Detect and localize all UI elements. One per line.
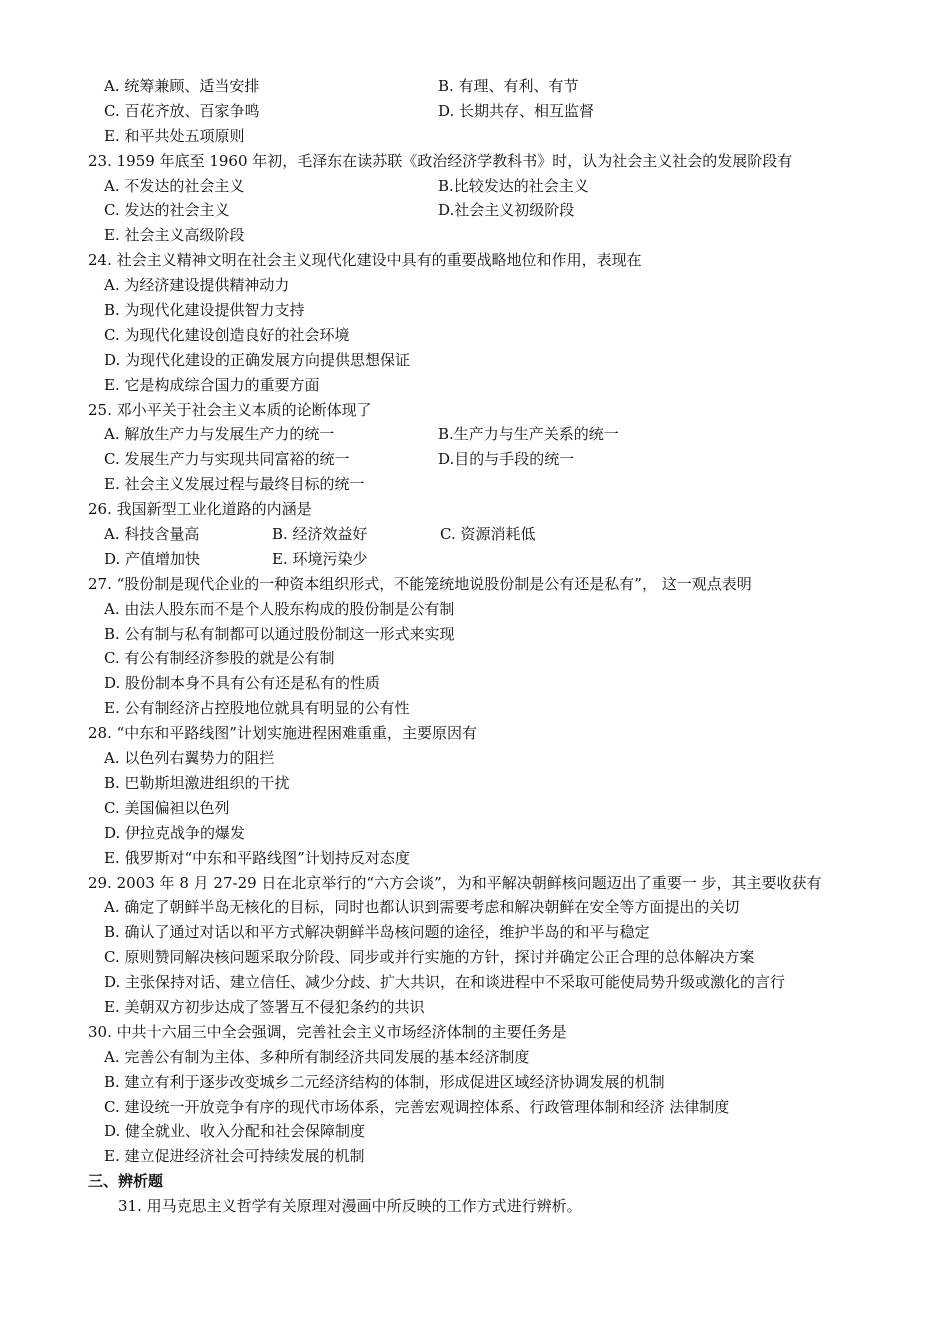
q26-options-row-1 xyxy=(88,522,878,547)
q23-option-a: A. 不发达的社会主义 xyxy=(104,176,245,195)
q23-option-b: B.比较发达的社会主义 xyxy=(438,176,589,195)
q22-option-c: C. 百花齐放、百家争鸣 xyxy=(104,101,260,120)
q27-option-a: A. 由法人股东而不是个人股东构成的股份制是公有制 xyxy=(104,599,455,618)
q24-option-d: D. 为现代化建设的正确发展方向提供思想保证 xyxy=(104,350,411,369)
q23-option-e: E. 社会主义高级阶段 xyxy=(104,226,245,245)
q23-stem: 23. 1959 年底至 1960 年初，毛泽东在读苏联《政治经济学教科书》时，认为社会主义社会的发展阶段有 xyxy=(88,151,793,170)
q27-option-d: D. 股份制本身不具有公有还是私有的性质 xyxy=(104,674,381,693)
q30-option-d: D. 健全就业、收入分配和社会保障制度 xyxy=(104,1122,366,1141)
q26-option-b: B. 经济效益好 xyxy=(272,525,368,544)
q24-option-b: B. 为现代化建设提供智力支持 xyxy=(104,301,305,320)
q22-option-a: A. 统筹兼顾、适当安排 xyxy=(104,77,260,95)
q24-option-a: A. 为经济建设提供精神动力 xyxy=(104,276,290,295)
q24-option-c: C. 为现代化建设创造良好的社会环境 xyxy=(104,325,350,344)
q26-option-e: E. 环境污染少 xyxy=(272,549,368,568)
q25-stem: 25. 邓小平关于社会主义本质的论断体现了 xyxy=(88,400,372,419)
q25-options-row-1 xyxy=(88,422,878,447)
q29-option-b: B. 确认了通过对话以和平方式解决朝鲜半岛核问题的途径，维护半岛的和平与稳定 xyxy=(104,923,650,942)
q30-option-c: C. 建设统一开放竞争有序的现代市场体系，完善宏观调控体系、行政管理体制和经济 法律制度 xyxy=(104,1097,730,1116)
q29-option-e: E. 美朝双方初步达成了签署互不侵犯条约的共识 xyxy=(104,997,425,1016)
q23-options-row-2 xyxy=(88,198,878,223)
q27-option-c: C. 有公有制经济参股的就是公有制 xyxy=(104,649,335,668)
q26-options-row-2 xyxy=(88,547,878,572)
q29-option-c: C. 原则赞同解决核问题采取分阶段、同步或并行实施的方针，探讨并确定公正合理的总体解决方案 xyxy=(104,948,755,967)
q27-option-e: E. 公有制经济占控股地位就具有明显的公有性 xyxy=(104,699,410,718)
q22-option-d: D. 长期共存、相互监督 xyxy=(438,101,595,120)
q25-option-c: C. 发展生产力与实现共同富裕的统一 xyxy=(104,450,350,469)
q22-option-e: E. 和平共处五项原则 xyxy=(104,126,245,145)
q30-stem: 30. 中共十六届三中全会强调，完善社会主义市场经济体制的主要任务是 xyxy=(88,1022,567,1041)
section-heading: 三、辨析题 xyxy=(88,1172,164,1191)
q29-option-a: A. 确定了朝鲜半岛无核化的目标，同时也都认识到需要考虑和解决朝鲜在安全等方面提出的关切 xyxy=(104,898,740,917)
q29-stem: 29. 2003 年 8 月 27-29 日在北京举行的“六方会谈”，为和平解决朝鲜核问题迈出了重要一 步，其主要收获有 xyxy=(88,873,822,892)
q23-option-c: C. 发达的社会主义 xyxy=(104,201,230,220)
q22-option-b: B. 有理、有利、有节 xyxy=(438,77,579,95)
q28-option-a: A. 以色列右翼势力的阻拦 xyxy=(104,749,275,768)
q28-stem: 28. “中东和平路线图”计划实施进程困难重重，主要原因有 xyxy=(88,724,477,743)
q25-options-row-2 xyxy=(88,447,878,472)
q27-stem: 27. “股份制是现代企业的一种资本组织形式，不能笼统地说股份制是公有还是私有”， 这一观点表明 xyxy=(88,574,752,593)
q23-option-d: D.社会主义初级阶段 xyxy=(438,201,575,220)
q25-option-d: D.目的与手段的统一 xyxy=(438,450,575,469)
q25-option-e: E. 社会主义发展过程与最终目标的统一 xyxy=(104,475,365,494)
q24-option-e: E. 它是构成综合国力的重要方面 xyxy=(104,375,320,394)
q28-option-e: E. 俄罗斯对“中东和平路线图”计划持反对态度 xyxy=(104,848,410,867)
q29-option-d: D. 主张保持对话、建立信任、减少分歧、扩大共识，在和谈进程中不采取可能使局势升级或激化的言行 xyxy=(104,973,786,992)
exam-page xyxy=(88,74,878,1219)
q26-stem: 26. 我国新型工业化道路的内涵是 xyxy=(88,500,312,519)
q23-options-row-1 xyxy=(88,174,878,199)
q30-option-a: A. 完善公有制为主体、多种所有制经济共同发展的基本经济制度 xyxy=(104,1047,530,1066)
q31-stem: 31. 用马克思主义哲学有关原理对漫画中所反映的工作方式进行辨析。 xyxy=(118,1197,582,1216)
q28-option-d: D. 伊拉克战争的爆发 xyxy=(104,823,246,842)
q27-option-b: B. 公有制与私有制都可以通过股份制这一形式来实现 xyxy=(104,624,455,643)
q28-option-c: C. 美国偏袒以色列 xyxy=(104,798,230,817)
q28-option-b: B. 巴勒斯坦激进组织的干扰 xyxy=(104,773,290,792)
q22-options-row-1 xyxy=(88,74,878,99)
q22-options-row-2 xyxy=(88,99,878,124)
q26-option-c: C. 资源消耗低 xyxy=(440,525,536,544)
q26-option-a: A. 科技含量高 xyxy=(104,525,200,544)
q30-option-e: E. 建立促进经济社会可持续发展的机制 xyxy=(104,1147,365,1166)
q30-option-b: B. 建立有利于逐步改变城乡二元经济结构的体制，形成促进区域经济协调发展的机制 xyxy=(104,1072,665,1091)
q25-option-b: B.生产力与生产关系的统一 xyxy=(438,425,619,444)
q24-stem: 24. 社会主义精神文明在社会主义现代化建设中具有的重要战略地位和作用，表现在 xyxy=(88,251,642,270)
q26-option-d: D. 产值增加快 xyxy=(104,549,201,568)
q25-option-a: A. 解放生产力与发展生产力的统一 xyxy=(104,425,335,444)
